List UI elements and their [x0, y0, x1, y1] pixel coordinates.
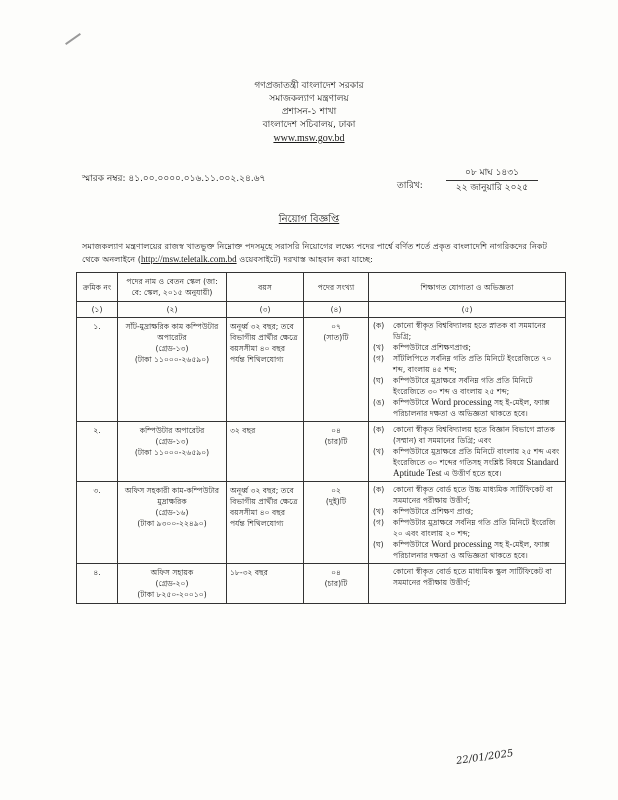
- table-row: [77, 422, 566, 482]
- serial-cell: ৩.: [77, 482, 118, 564]
- post-count-words: (দুই)টি: [325, 497, 347, 506]
- header-age: বয়স: [227, 273, 304, 302]
- post-count: ০২: [331, 486, 341, 495]
- post-scale: (টাকা ৮২৫০-২০০১০): [137, 590, 207, 599]
- post-scale: (টাকা ১১০০০-২৬৫৯০): [134, 448, 210, 457]
- post-count: ০৪: [331, 426, 341, 435]
- ministry-name: সমাজকল্যাণ মন্ত্রণালয়: [269, 94, 349, 104]
- column-number-row: [77, 302, 566, 318]
- qual-english-term: Word processing: [431, 397, 492, 407]
- qual-body: [393, 353, 561, 375]
- qual-marker: (ক): [373, 425, 385, 434]
- scan-mark: [65, 33, 81, 45]
- qualification-item: [373, 506, 561, 517]
- qualification-cell: [369, 482, 566, 564]
- qualification-item: [373, 424, 561, 446]
- govt-name: গণপ্রজাতন্ত্রী বাংলাদেশ সরকার: [254, 81, 364, 91]
- letterhead: [0, 80, 618, 145]
- serial-cell: ১.: [77, 318, 118, 422]
- qual-body: [393, 484, 561, 506]
- post-count: ০৪: [331, 568, 341, 577]
- count-cell: [304, 482, 369, 564]
- post-cell: [118, 318, 227, 422]
- header-qualification: শিক্ষাগত যোগ্যতা ও অভিজ্ঞতা: [369, 273, 566, 302]
- post-count-words: (চার)টি: [324, 437, 348, 446]
- qualification-cell: [369, 422, 566, 482]
- qual-text: কম্পিউটার মুদ্রাক্ষরে সর্বনিম্ন গতি প্রতি মিনিটে ইংরেজি ২০ এবং বাংলায় ২০ শব্দ;: [393, 518, 556, 538]
- colnum-2: (২): [118, 302, 227, 318]
- handwritten-signature: [456, 748, 515, 767]
- intro-text-1: সমাজকল্যাণ মন্ত্রণালয়ের রাজস্ব খাতভুক্ত নিম্নোক্ত পদসমূহে সরাসরি নিয়োগের লক্ষ্যে পদের পার্শ্বে বর্ণিত শর্তে প্রকৃত বাংলাদেশি নাগরিকদের নিকট থেকে অনলাইনে (: [82, 241, 548, 264]
- post-count: ০৭: [331, 322, 341, 331]
- qualification-cell: [369, 318, 566, 422]
- qualification-item: [373, 517, 561, 539]
- qual-marker: (খ): [373, 507, 384, 516]
- notice-title: নিয়োগ বিজ্ঞপ্তি: [278, 214, 340, 225]
- branch-name: প্রশাসন-১ শাখা: [281, 107, 337, 117]
- post-grade: (গ্রেড-২০): [155, 579, 189, 588]
- qual-body: [393, 506, 561, 517]
- signature-date: 22/01/2025: [455, 748, 515, 767]
- qual-marker: (খ): [373, 343, 384, 352]
- age-cell: ৩২ বছর: [227, 422, 304, 482]
- qual-body: [393, 342, 561, 353]
- qual-text: কম্পিউটারে প্রশিক্ষণপ্রাপ্ত;: [393, 343, 471, 352]
- post-name: সাঁট-মুদ্রাক্ষরিক কাম কম্পিউটার অপারেটর: [125, 322, 219, 342]
- qual-body: [393, 397, 561, 419]
- qualification-item: [373, 342, 561, 353]
- qual-marker: (ঙ): [373, 398, 385, 407]
- qual-text: কম্পিউটারে মুদ্রাক্ষরে সর্বনিম্ন গতি প্রতি মিনিটে ইংরেজিতে ৩০ শব্দ ও বাংলায় ২৫ শব্দ;: [393, 376, 533, 396]
- date-bangla: ০৮ মাঘ ১৪৩১: [446, 166, 538, 181]
- post-grade: (গ্রেড-১৩): [155, 437, 189, 446]
- post-cell: [118, 564, 227, 604]
- qualification-item: [373, 353, 561, 375]
- date-english: ২২ জানুয়ারি ২০২৫: [455, 183, 529, 193]
- age-cell: অনূর্ধ্ব ৩২ বছর; তবে বিভাগীয় প্রার্থীর ক্ষেত্রে বয়সসীমা ৪০ বছর পর্যন্ত শিথিলযোগ্য: [227, 482, 304, 564]
- post-name: অফিস সহায়ক: [150, 568, 194, 577]
- table-header-row: [77, 273, 566, 302]
- qual-text: সাঁটলিপিতে সর্বনিম্ন গতি প্রতি মিনিটে ইংরেজিতে ৭০ শব্দ, বাংলায় ৪৫ শব্দ;: [393, 354, 552, 374]
- qualification-item: [373, 484, 561, 506]
- qual-text: কোনো স্বীকৃত বোর্ড হতে উচ্চ মাধ্যমিক সার্টিফিকেট বা সমমানের পরীক্ষায় উত্তীর্ণ;: [393, 485, 553, 505]
- post-grade: (গ্রেড-১৬): [155, 508, 189, 517]
- qual-body: [393, 566, 561, 588]
- qualification-item: [373, 375, 561, 397]
- qual-marker: (ঘ): [373, 376, 384, 385]
- qual-body: [393, 320, 561, 342]
- qualification-item: [373, 397, 561, 419]
- count-cell: [304, 422, 369, 482]
- header-serial: ক্রমিক নং: [77, 273, 118, 302]
- qual-text: কোনো স্বীকৃত বিশ্ববিদ্যালয় হতে স্নাতক বা সমমানের ডিগ্রি;: [393, 321, 546, 341]
- intro-text-2: ওয়েবসাইটে) দরখাস্ত আহবান করা যাচ্ছে:: [236, 254, 373, 264]
- post-name: কম্পিউটার অপারেটর: [139, 426, 205, 435]
- qual-text: সহ ই-মেইল, ফ্যাক্স পরিচালনার দক্ষতা ও অভিজ্ঞতা থাকতে হবে।: [393, 540, 550, 560]
- post-scale: (টাকা ৯৩০০-২২৪৯০): [137, 519, 207, 528]
- qualification-item: [373, 320, 561, 342]
- colnum-5: (৫): [369, 302, 566, 318]
- qual-marker: (ক): [373, 485, 385, 494]
- qual-body: [393, 539, 561, 561]
- colnum-1: (১): [77, 302, 118, 318]
- qual-body: [393, 446, 561, 479]
- table-row: [77, 318, 566, 422]
- qual-marker: (গ): [373, 354, 384, 363]
- qual-marker: (খ): [373, 447, 384, 456]
- date-block: [446, 166, 538, 195]
- qual-text: সহ ই-মেইল, ফ্যাক্স পরিচালনার দক্ষতা ও অভিজ্ঞতা থাকতে হবে।: [393, 398, 550, 418]
- office-address: বাংলাদেশ সচিবালয়, ঢাকা: [262, 120, 356, 130]
- post-count-words: (চার)টি: [324, 579, 348, 588]
- qual-text: কম্পিউটারে প্রশিক্ষণ প্রাপ্ত;: [393, 507, 474, 516]
- qualification-item: [373, 539, 561, 561]
- qual-english-term: Standard Aptitude Test: [393, 457, 559, 478]
- post-scale: (টাকা ১১০০০-২৬৫৯০): [134, 355, 210, 364]
- application-url[interactable]: http://msw.teletalk.com.bd: [140, 254, 237, 264]
- memo-number: স্মারক নম্বর: ৪১.০০.০০০০.০১৬.১১.০০২.২৪.৬৭: [82, 174, 266, 184]
- posts-table: [76, 272, 566, 604]
- count-cell: [304, 318, 369, 422]
- count-cell: [304, 564, 369, 604]
- qual-text: কম্পিউটারে মুদ্রাক্ষরে প্রতি মিনিটে বাংলায় ২৫ শব্দ এবং ইংরেজিতে ৩০ শব্দের গতিসহ সংশ্লিষ্ট বিষয়ে: [393, 447, 560, 467]
- qual-text: কোনো স্বীকৃত বিশ্ববিদ্যালয় হতে বিজ্ঞান বিভাগে স্নাতক (সম্মান) বা সমমানের ডিগ্রি; এবং: [393, 425, 555, 445]
- qual-marker: (ক): [373, 321, 385, 330]
- qualification-item: [373, 446, 561, 479]
- website-link[interactable]: www.msw.gov.bd: [273, 133, 345, 144]
- post-cell: [118, 422, 227, 482]
- qualification-item: [373, 566, 561, 588]
- qual-text: কোনো স্বীকৃত বোর্ড হতে মাধ্যমিক স্কুল সার্টিফিকেট বা সমমানের পরীক্ষায় উত্তীর্ণ;: [393, 567, 552, 587]
- age-cell: অনূর্ধ্ব ৩২ বছর; তবে বিভাগীয় প্রার্থীর ক্ষেত্রে বয়সসীমা ৪০ বছর পর্যন্ত শিথিলযোগ্য: [227, 318, 304, 422]
- qual-body: [393, 375, 561, 397]
- qual-text: এ উত্তীর্ণ হতে হবে।: [441, 469, 502, 478]
- table-row: [77, 564, 566, 604]
- serial-cell: ২.: [77, 422, 118, 482]
- qual-text: কম্পিউটারে: [393, 398, 432, 407]
- serial-cell: ৪.: [77, 564, 118, 604]
- colnum-4: (৪): [304, 302, 369, 318]
- qual-text: কম্পিউটারে: [393, 540, 432, 549]
- post-grade: (গ্রেড-১৩): [155, 344, 189, 353]
- table-row: [77, 482, 566, 564]
- date-label: তারিখ:: [397, 181, 423, 191]
- post-count-words: (সাত)টি: [323, 333, 349, 342]
- qual-marker: (ঘ): [373, 540, 384, 549]
- qual-marker: [373, 566, 393, 588]
- qualification-cell: [369, 564, 566, 604]
- qual-marker: (গ): [373, 518, 384, 527]
- post-name: অফিস সহকারী কাম-কম্পিউটার মুদ্রাক্ষরিক: [124, 486, 220, 506]
- colnum-3: (৩): [227, 302, 304, 318]
- qual-english-term: Word processing: [431, 539, 492, 549]
- qual-body: [393, 517, 561, 539]
- qual-body: [393, 424, 561, 446]
- header-post: পদের নাম ও বেতন স্কেল (জা: বে: স্কেল, ২০১৫ অনুযায়ী): [118, 273, 227, 302]
- header-count: পদের সংখ্যা: [304, 273, 369, 302]
- post-cell: [118, 482, 227, 564]
- intro-paragraph: [82, 240, 562, 266]
- age-cell: ১৮-৩২ বছর: [227, 564, 304, 604]
